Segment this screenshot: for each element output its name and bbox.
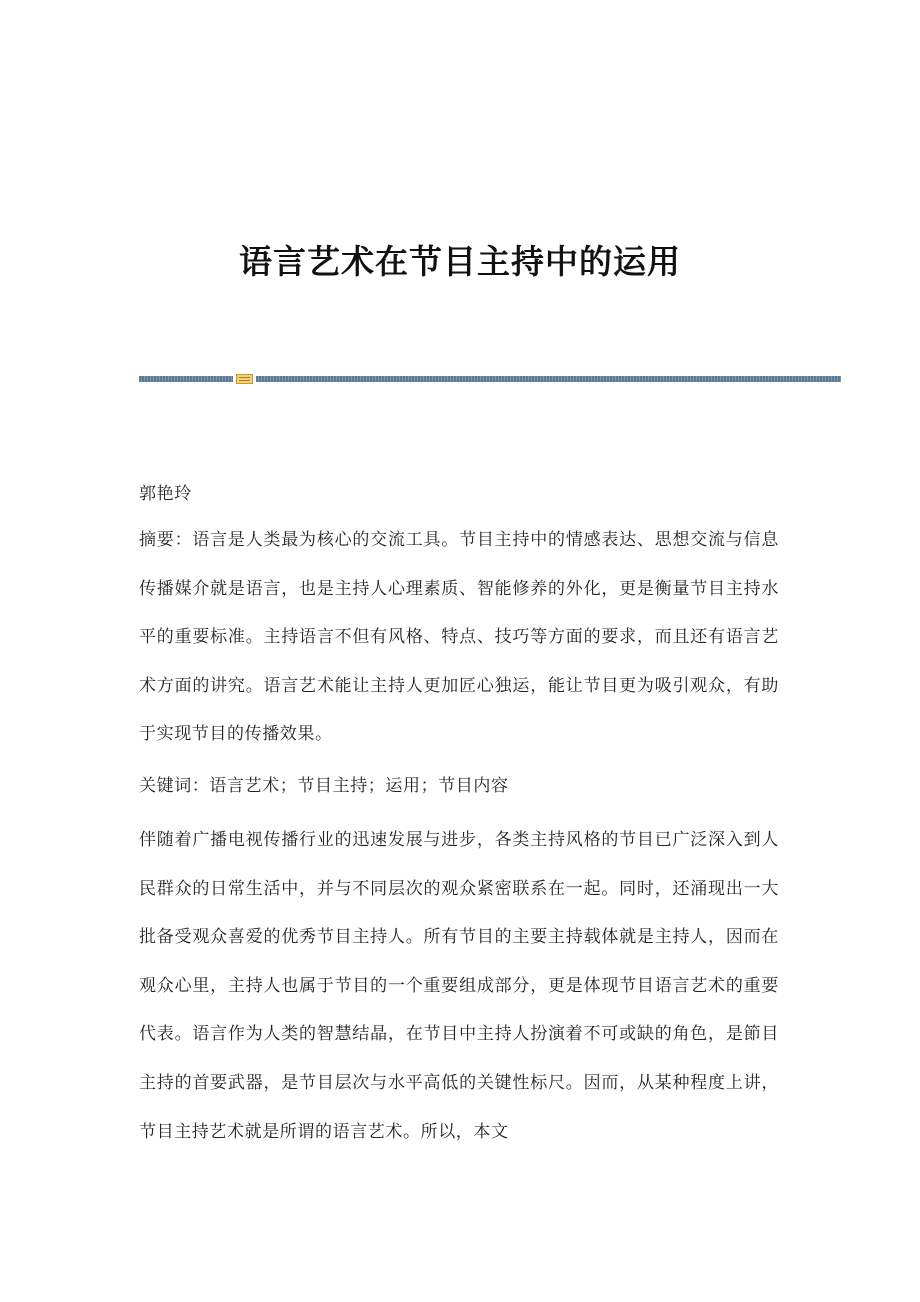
- title-divider: [139, 374, 841, 384]
- divider-bar-right: [256, 376, 841, 382]
- author-name: 郭艳玲: [139, 484, 192, 504]
- divider-ornament-icon: [236, 374, 253, 384]
- document-title: 语言艺术在节目主持中的运用: [239, 242, 681, 282]
- divider-bar-left: [139, 376, 233, 382]
- body-paragraph: 伴随着广播电视传播行业的迅速发展与进步，各类主持风格的节目已广泛深入到人民群众的日常生活中，并与不同层次的观众紧密联系在一起。同时，还涌现出一大批备受观众喜爱的优秀节目主持人。所有节目的主要主持载体就是主持人，因而在观众心里，主持人也属于节目的一个重要组成部分，更是体现节目语言艺术的重要代表。语言作为人类的智慧结晶，在节目中主持人扮演着不可或缺的角色，是節目主持的首要武器，是节目层次与水平高低的关键性标尺。因而，从某种程度上讲，节目主持艺术就是所谓的语言艺术。所以，本文: [139, 830, 779, 1142]
- abstract-text: 摘要：语言是人类最为核心的交流工具。节目主持中的情感表达、思想交流与信息传播媒介就是语言，也是主持人心理素质、智能修养的外化，更是衡量节目主持水平的重要标准。主持语言不但有风格、特点、技巧等方面的要求，而且还有语言艺术方面的讲究。语言艺术能让主持人更加匠心独运，能让节目更为吸引观众，有助于实现节目的传播效果。: [139, 530, 779, 745]
- keywords-line: 关键词：语言艺术；节目主持；运用；节目内容: [139, 776, 509, 796]
